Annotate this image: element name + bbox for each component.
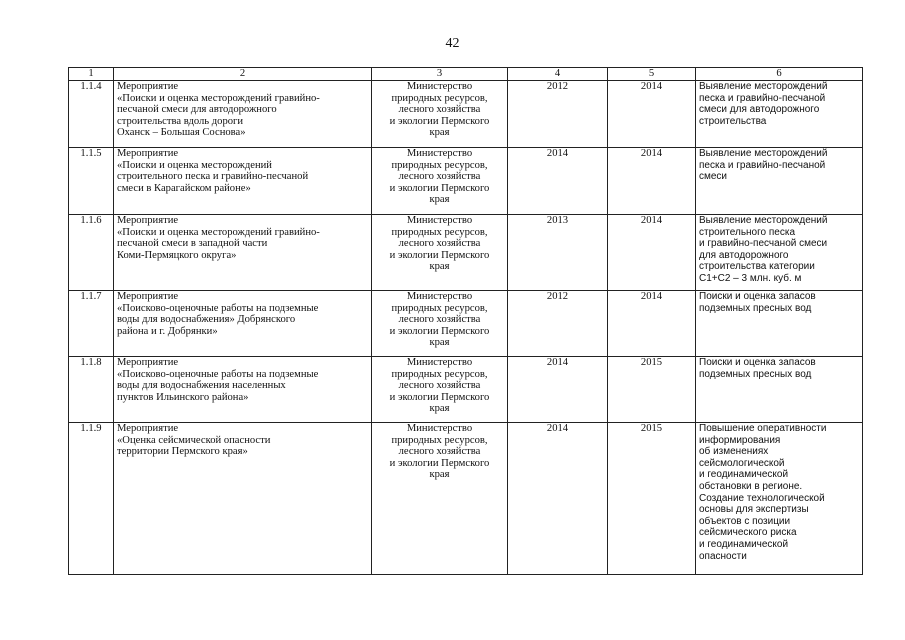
column-header: 2	[114, 68, 372, 81]
cell-text-line: Выявление месторождений	[699, 81, 828, 92]
cell-text-line: сейсмологической	[699, 457, 785, 469]
program-table	[68, 67, 863, 575]
cell-text-line: края	[429, 403, 450, 415]
cell-text-line: лесного хозяйства	[398, 171, 481, 183]
cell-text-line: смеси	[699, 171, 728, 183]
cell-text-line: Создание технологической	[699, 492, 825, 504]
result-cell	[696, 423, 863, 575]
cell-text-line: лесного хозяйства	[398, 104, 481, 116]
cell-text-line: края	[429, 127, 450, 139]
executor-cell	[372, 148, 508, 215]
cell-text-line: Мероприятие	[117, 291, 179, 302]
cell-text-line: Мероприятие	[117, 215, 179, 226]
column-header: 4	[508, 68, 608, 81]
item-number-cell: 1.1.9	[69, 423, 114, 575]
cell-text-line: Мероприятие	[117, 148, 179, 159]
cell-text-line: подземных пресных вод	[699, 368, 812, 380]
cell-text-line: природных ресурсов,	[391, 159, 488, 171]
cell-text-line: Министерство	[406, 423, 473, 434]
cell-text-line: воды для водоснабжения» Добрянского	[117, 314, 296, 326]
result-cell	[696, 215, 863, 291]
column-header: 3	[372, 68, 508, 81]
cell-text-line: Поиски и оценка запасов	[699, 357, 816, 368]
cell-text-line: Министерство	[406, 148, 473, 159]
cell-text-line: лесного хозяйства	[398, 314, 481, 326]
cell-text-line: природных ресурсов,	[391, 434, 488, 446]
cell-text-line: подземных пресных вод	[699, 302, 812, 314]
cell-text-line: песчаной смеси для автодорожного	[117, 104, 277, 116]
item-number-cell: 1.1.7	[69, 291, 114, 357]
table-row	[69, 423, 863, 575]
cell-text-line: и экологии Пермского	[389, 182, 490, 194]
end-year-cell: 2014	[608, 291, 696, 357]
event-cell	[114, 291, 372, 357]
cell-text-line: Коми-Пермяцкого округа»	[117, 249, 237, 261]
cell-text-line: «Поисково-оценочные работы на подземные	[117, 302, 319, 314]
event-cell	[114, 81, 372, 148]
item-number-cell: 1.1.6	[69, 215, 114, 291]
cell-text-line: С1+С2 – 3 млн. куб. м	[699, 272, 802, 284]
cell-text-line: для автодорожного	[699, 249, 789, 261]
item-number-cell: 1.1.8	[69, 357, 114, 423]
cell-text-line: Министерство	[406, 357, 473, 368]
table-row	[69, 81, 863, 148]
cell-text-line: строительного песка и гравийно-песчаной	[117, 171, 309, 183]
cell-text-line: информирования	[699, 434, 781, 446]
cell-text-line: смеси для автодорожного	[699, 104, 820, 116]
cell-text-line: Мероприятие	[117, 357, 179, 368]
cell-text-line: «Оценка сейсмической опасности	[117, 434, 271, 446]
result-cell	[696, 291, 863, 357]
cell-text-line: Министерство	[406, 215, 473, 226]
cell-text-line: и экологии Пермского	[389, 249, 490, 261]
cell-text-line: и экологии Пермского	[389, 325, 490, 337]
event-cell	[114, 423, 372, 575]
cell-text-line: песка и гравийно-песчаной	[699, 92, 826, 104]
executor-cell	[372, 81, 508, 148]
start-year-cell: 2013	[508, 215, 608, 291]
result-cell	[696, 357, 863, 423]
cell-text-line: опасности	[699, 550, 747, 562]
cell-text-line: Поиски и оценка запасов	[699, 291, 816, 302]
table-row	[69, 357, 863, 423]
column-header: 1	[69, 68, 114, 81]
end-year-cell: 2014	[608, 81, 696, 148]
cell-text-line: Повышение оперативности	[699, 423, 827, 434]
start-year-cell: 2014	[508, 148, 608, 215]
cell-text-line: и геодинамической	[699, 469, 789, 481]
cell-text-line: природных ресурсов,	[391, 368, 488, 380]
cell-text-line: об изменениях	[699, 446, 769, 458]
cell-text-line: Министерство	[406, 291, 473, 302]
column-header: 6	[696, 68, 863, 81]
cell-text-line: сейсмического риска	[699, 527, 797, 539]
table-row	[69, 291, 863, 357]
cell-text-line: «Поиски и оценка месторождений гравийно-	[117, 226, 320, 238]
cell-text-line: Выявление месторождений	[699, 148, 828, 159]
cell-text-line: строительства	[699, 115, 767, 127]
cell-text-line: Выявление месторождений	[699, 215, 828, 226]
cell-text-line: края	[429, 261, 450, 273]
page-number: 42	[445, 36, 460, 51]
cell-text-line: строительства категории	[699, 261, 815, 273]
executor-cell	[372, 357, 508, 423]
result-cell	[696, 148, 863, 215]
cell-text-line: и экологии Пермского	[389, 115, 490, 127]
executor-cell	[372, 423, 508, 575]
cell-text-line: Мероприятие	[117, 423, 179, 434]
cell-text-line: «Поиски и оценка месторождений	[117, 159, 272, 171]
cell-text-line: и геодинамической	[699, 538, 789, 550]
event-cell	[114, 148, 372, 215]
cell-text-line: края	[429, 194, 450, 206]
cell-text-line: Мероприятие	[117, 81, 179, 92]
start-year-cell: 2012	[508, 81, 608, 148]
event-cell	[114, 215, 372, 291]
cell-text-line: края	[429, 337, 450, 349]
cell-text-line: природных ресурсов,	[391, 302, 488, 314]
cell-text-line: территории Пермского края»	[117, 446, 248, 458]
end-year-cell: 2015	[608, 423, 696, 575]
event-cell	[114, 357, 372, 423]
cell-text-line: края	[429, 469, 450, 481]
cell-text-line: «Поиски и оценка месторождений гравийно-	[117, 92, 320, 104]
item-number-cell: 1.1.5	[69, 148, 114, 215]
table-row	[69, 215, 863, 291]
cell-text-line: строительного песка	[699, 226, 796, 238]
cell-text-line: смеси в Карагайском районе»	[117, 182, 251, 194]
cell-text-line: строительства вдоль дороги	[117, 115, 244, 127]
cell-text-line: обстановки в регионе.	[699, 480, 803, 492]
table-row	[69, 148, 863, 215]
cell-text-line: воды для водоснабжения населенных	[117, 380, 286, 392]
cell-text-line: «Поисково-оценочные работы на подземные	[117, 368, 319, 380]
cell-text-line: и гравийно-песчаной смеси	[699, 238, 828, 250]
cell-text-line: Министерство	[406, 81, 473, 92]
cell-text-line: и экологии Пермского	[389, 457, 490, 469]
cell-text-line: песка и гравийно-песчаной	[699, 159, 826, 171]
result-cell	[696, 81, 863, 148]
end-year-cell: 2014	[608, 215, 696, 291]
cell-text-line: Оханск – Большая Соснова»	[117, 127, 246, 139]
cell-text-line: основы для экспертизы	[699, 504, 809, 516]
cell-text-line: пунктов Ильинского района»	[117, 391, 249, 403]
cell-text-line: лесного хозяйства	[398, 238, 481, 250]
start-year-cell: 2014	[508, 357, 608, 423]
start-year-cell: 2012	[508, 291, 608, 357]
executor-cell	[372, 291, 508, 357]
column-header: 5	[608, 68, 696, 81]
cell-text-line: природных ресурсов,	[391, 226, 488, 238]
cell-text-line: и экологии Пермского	[389, 391, 490, 403]
cell-text-line: природных ресурсов,	[391, 92, 488, 104]
table-header-row	[69, 68, 863, 81]
item-number-cell: 1.1.4	[69, 81, 114, 148]
cell-text-line: лесного хозяйства	[398, 380, 481, 392]
cell-text-line: района и г. Добрянки»	[117, 325, 218, 337]
cell-text-line: песчаной смеси в западной части	[117, 238, 268, 250]
cell-text-line: лесного хозяйства	[398, 446, 481, 458]
executor-cell	[372, 215, 508, 291]
end-year-cell: 2015	[608, 357, 696, 423]
cell-text-line: объектов с позиции	[699, 515, 791, 527]
start-year-cell: 2014	[508, 423, 608, 575]
end-year-cell: 2014	[608, 148, 696, 215]
